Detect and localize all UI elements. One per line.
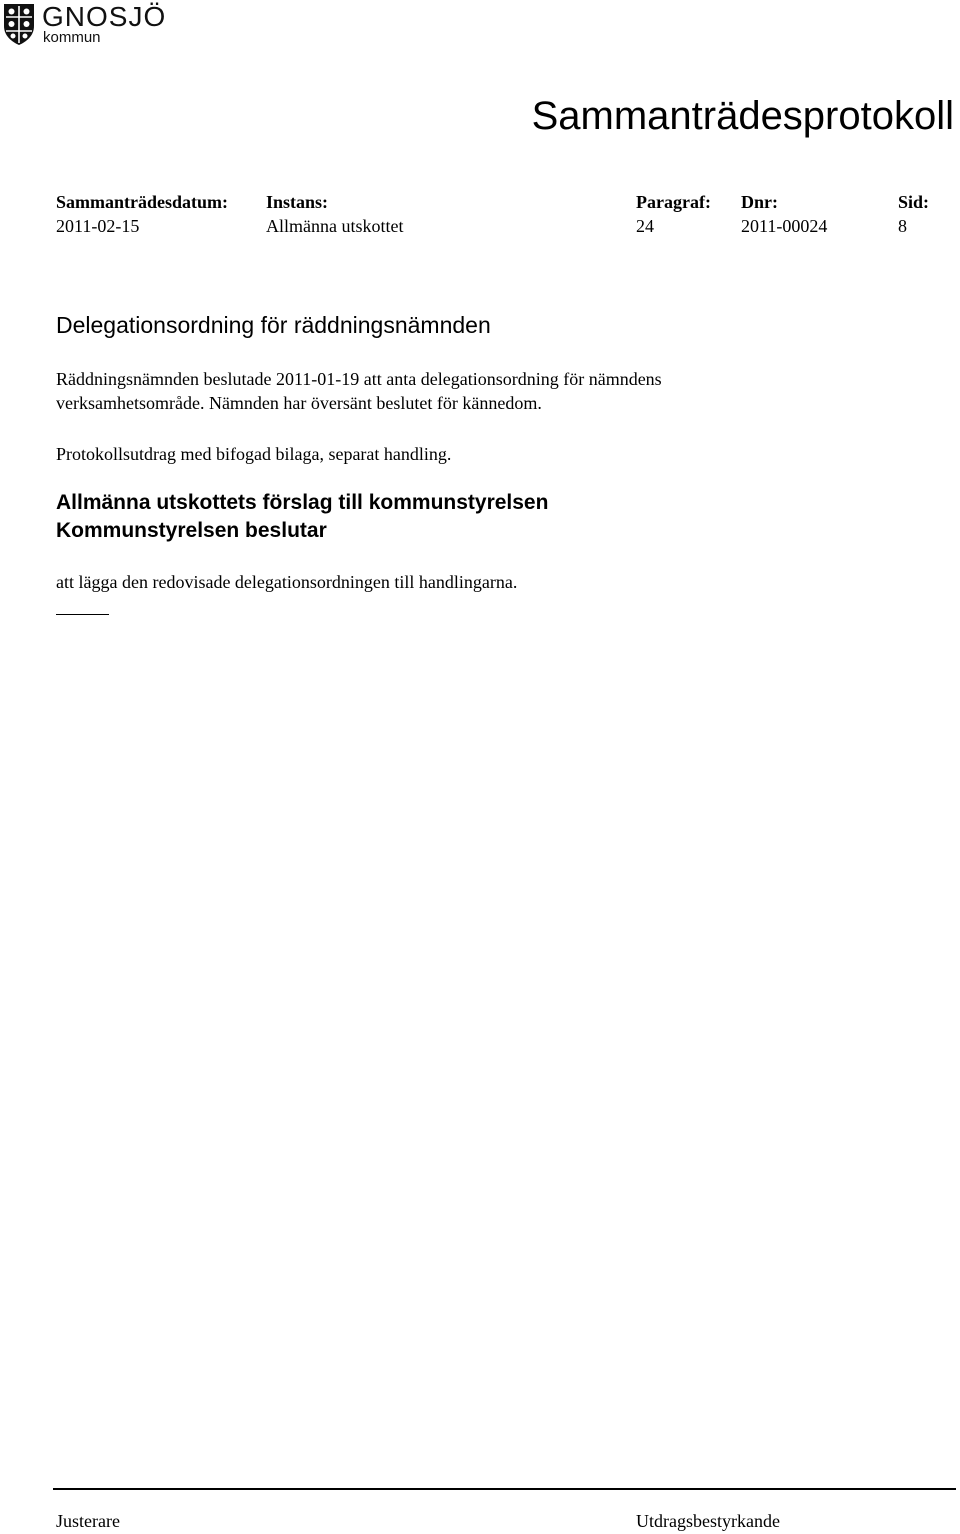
meta-instans [266,191,403,237]
proposal-heading [56,489,548,545]
meta-dnr [741,191,827,237]
municipality-logo [2,2,172,46]
paragraph-background [56,367,856,415]
meta-sid-value: 8 [898,216,907,236]
end-divider [56,614,109,615]
meta-instans-value: Allmänna utskottet [266,216,404,236]
paragraph-attachment: Protokollsutdrag med bifogad bilaga, separat handling. [56,444,452,464]
document-title: Sammanträdesprotokoll [531,94,954,138]
meta-paragraf-value: 24 [636,216,654,236]
meta-date-value: 2011-02-15 [56,216,140,236]
proposal-heading-line-1: Allmänna utskottets förslag till kommunstyrelsen [56,491,549,514]
meta-sid-label: Sid: [898,192,930,212]
meta-sid [898,191,929,237]
proposal-heading-line-2: Kommunstyrelsen beslutar [56,519,327,542]
logo-wordmark: GNOSJÖ [42,1,167,32]
meta-dnr-value: 2011-00024 [741,216,828,236]
municipal-shield-icon [2,2,36,46]
meta-paragraf [636,191,711,237]
paragraph-background-line-2: verksamhetsområde. Nämnden har översänt beslutet för kännedom. [56,393,542,413]
footer-utdragsbestyrkande-label: Utdragsbestyrkande [636,1511,780,1531]
meta-date-label: Sammanträdesdatum: [56,192,229,212]
logo-subtitle: kommun [43,29,101,46]
meta-date [56,191,228,237]
paragraph-background-line-1: Räddningsnämnden beslutade 2011-01-19 att anta delegationsordning för nämndens [56,369,662,389]
paragraph-decision: att lägga den redovisade delegationsordningen till handlingarna. [56,572,518,592]
section-heading: Delegationsordning för räddningsnämnden [56,312,491,338]
footer-justerare-label: Justerare [56,1511,120,1531]
meta-dnr-label: Dnr: [741,192,778,212]
meta-paragraf-label: Paragraf: [636,192,711,212]
footer-divider [53,1488,956,1490]
meta-instans-label: Instans: [266,192,329,212]
